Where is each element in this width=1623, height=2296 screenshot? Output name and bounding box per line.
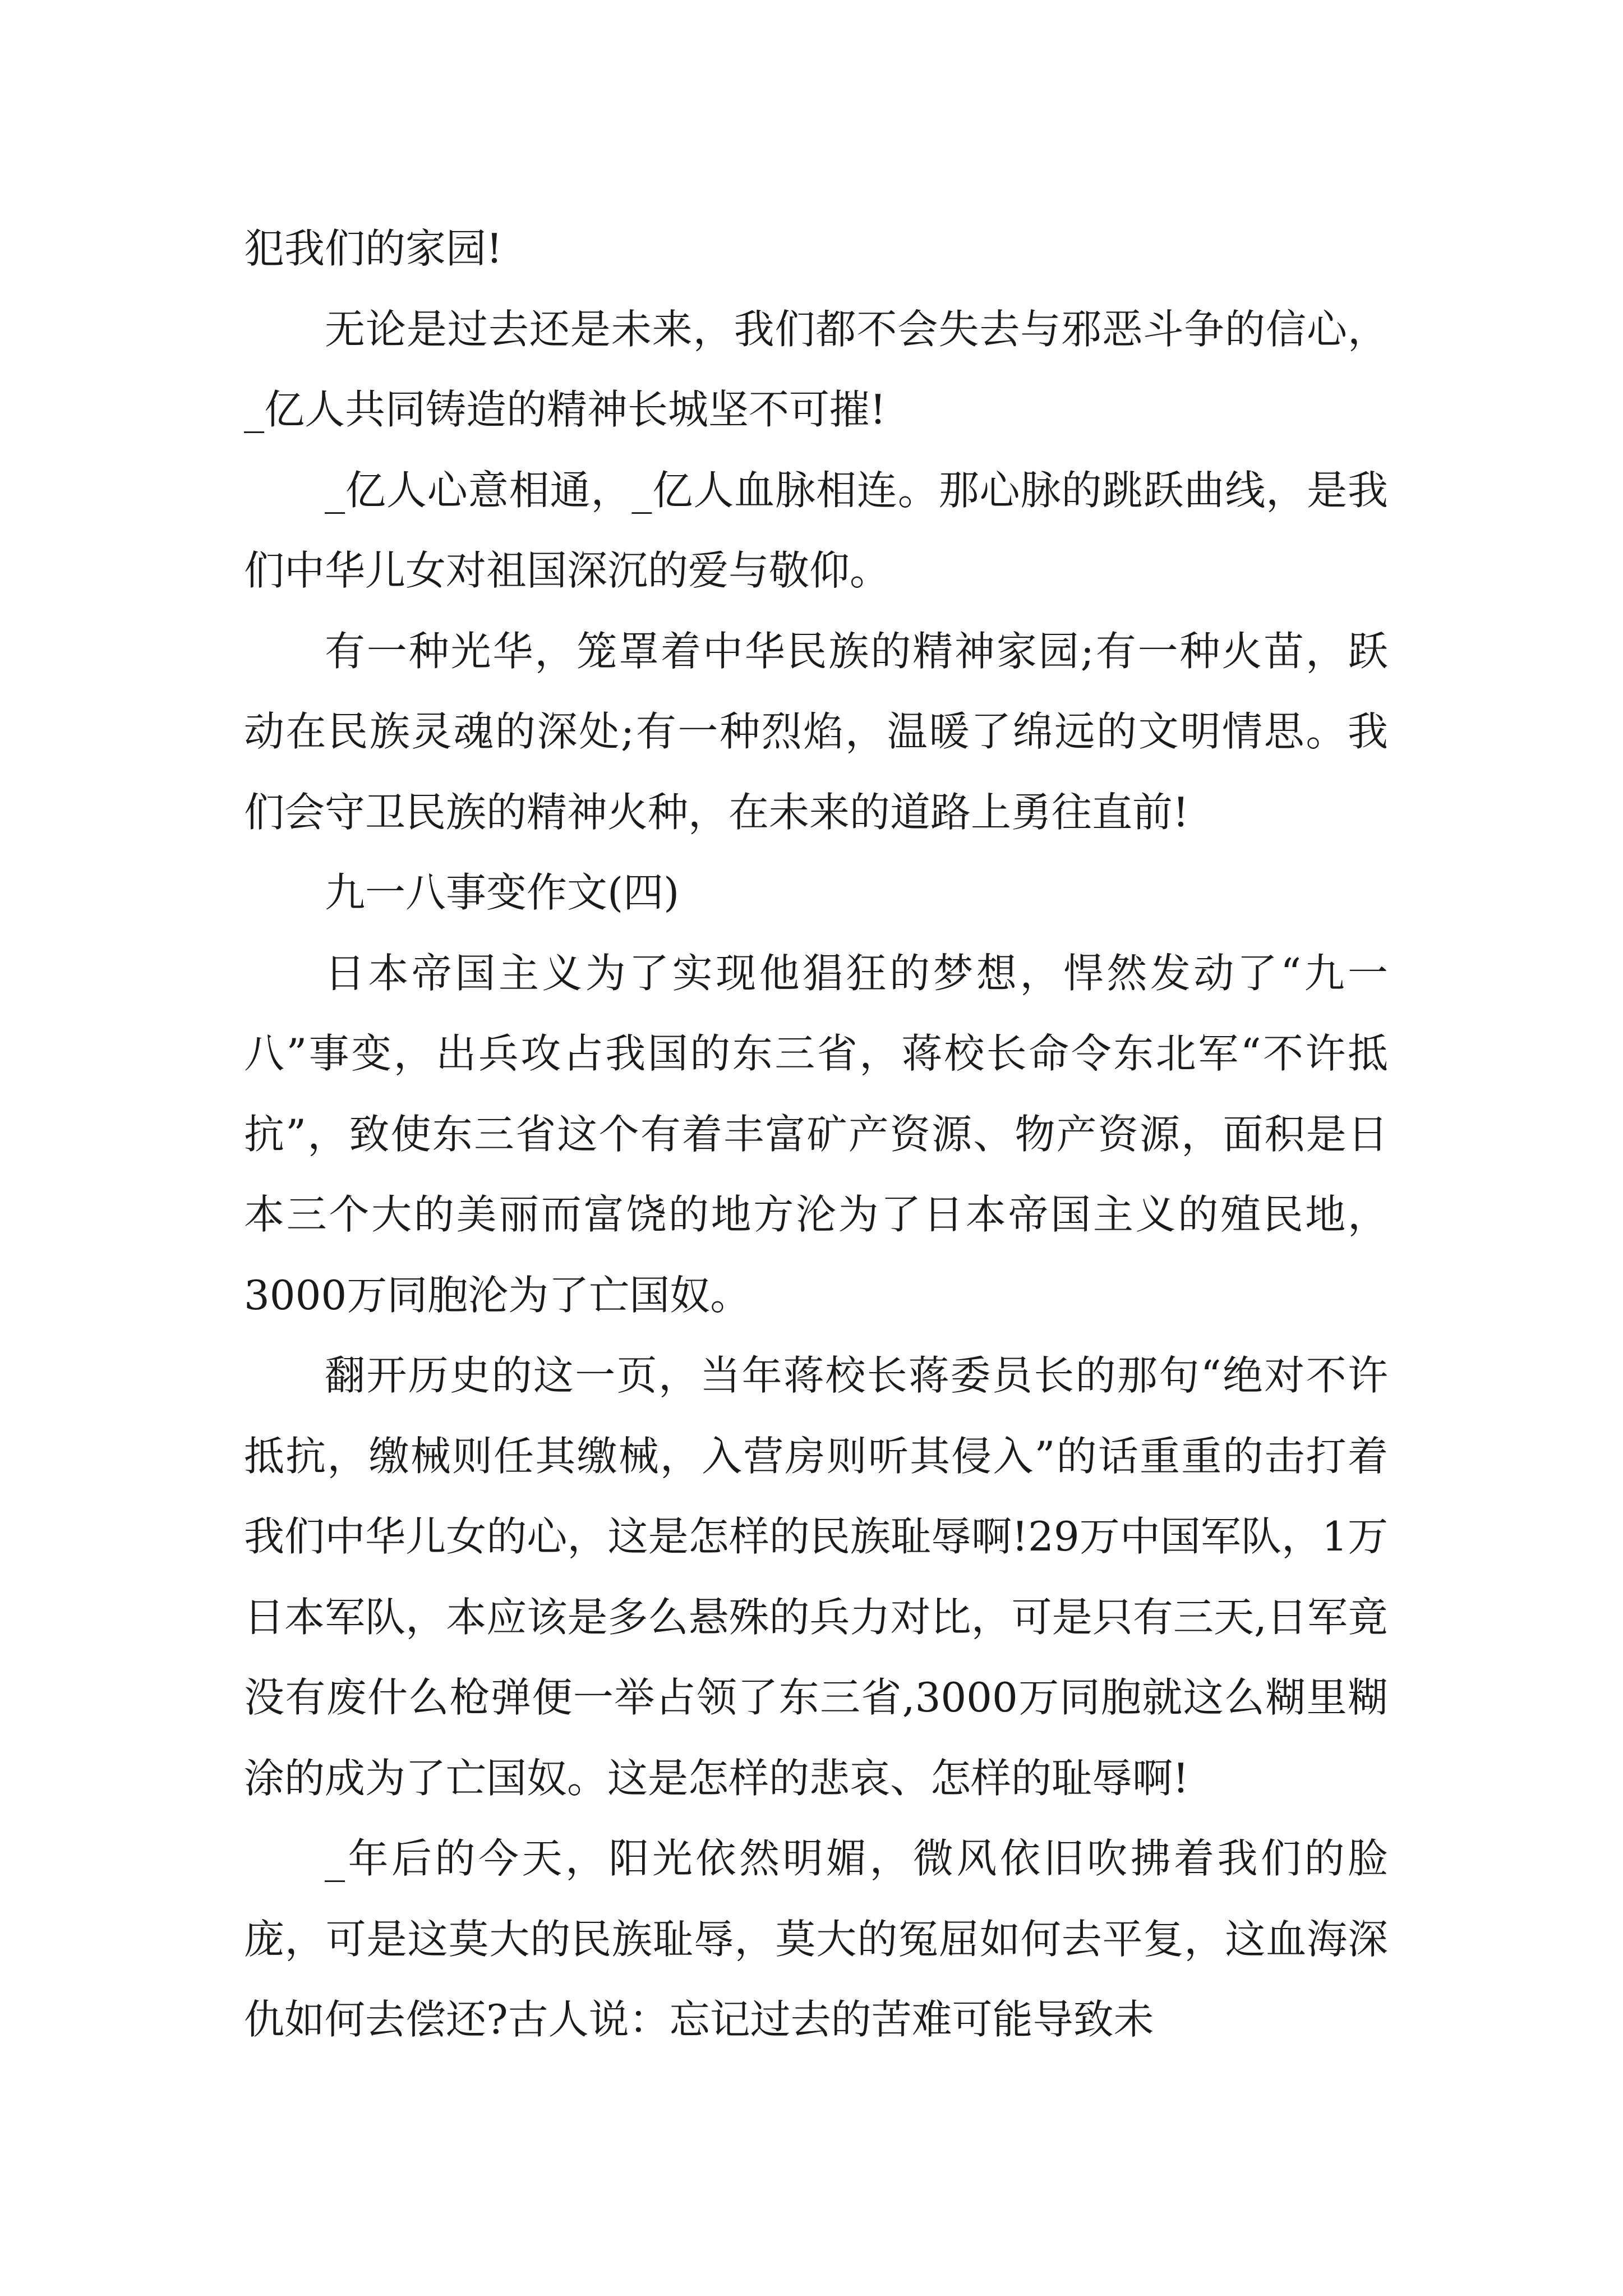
section-title: 九一八事变作文(四) [325, 869, 680, 916]
paragraph: 翻开历史的这一页，当年蒋校长蒋委员长的那句“绝对不许抵抗，缴械则任其缴械，入营房则听其侵入”的话重重的击打着我们中华儿女的心，这是怎样的民族耻辱啊!29万中国军队，1万日本军队，本应该是多么悬殊的兵力对比，可是只有三天,日军竟没有废什么枪弹便一举占领了东三省,3000万同胞就这么糊里糊涂的成为了亡国奴。这是怎样的悲哀、怎样的耻辱啊! [244, 1352, 1388, 1802]
paragraph: 无论是过去还是未来，我们都不会失去与邪恶斗争的信心，_亿人共同铸造的精神长城坚不可摧! [244, 305, 1388, 433]
document-body [244, 209, 1388, 2060]
paragraph: 有一种光华，笼罩着中华民族的精神家园;有一种火苗，跃动在民族灵魂的深处;有一种烈焰，温暖了绵远的文明情思。我们会守卫民族的精神火种，在未来的道路上勇往直前! [244, 627, 1388, 836]
paragraph: 日本帝国主义为了实现他猖狂的梦想，悍然发动了“九一八”事变，出兵攻占我国的东三省，蒋校长命令东北军“不许抵抗”，致使东三省这个有着丰富矿产资源、物产资源，面积是日本三个大的美丽而富饶的地方沦为了日本帝国主义的殖民地，3000万同胞沦为了亡国奴。 [244, 949, 1388, 1319]
paragraph: _亿人心意相通，_亿人血脉相连。那心脉的跳跃曲线，是我们中华儿女对祖国深沉的爱与敬仰。 [244, 466, 1388, 594]
paragraph-continued: 犯我们的家园! [244, 225, 502, 272]
paragraph: _年后的今天，阳光依然明媚，微风依旧吹拂着我们的脸庞，可是这莫大的民族耻辱，莫大的冤屈如何去平复，这血海深仇如何去偿还?古人说：忘记过去的苦难可能导致未 [244, 1835, 1388, 2043]
